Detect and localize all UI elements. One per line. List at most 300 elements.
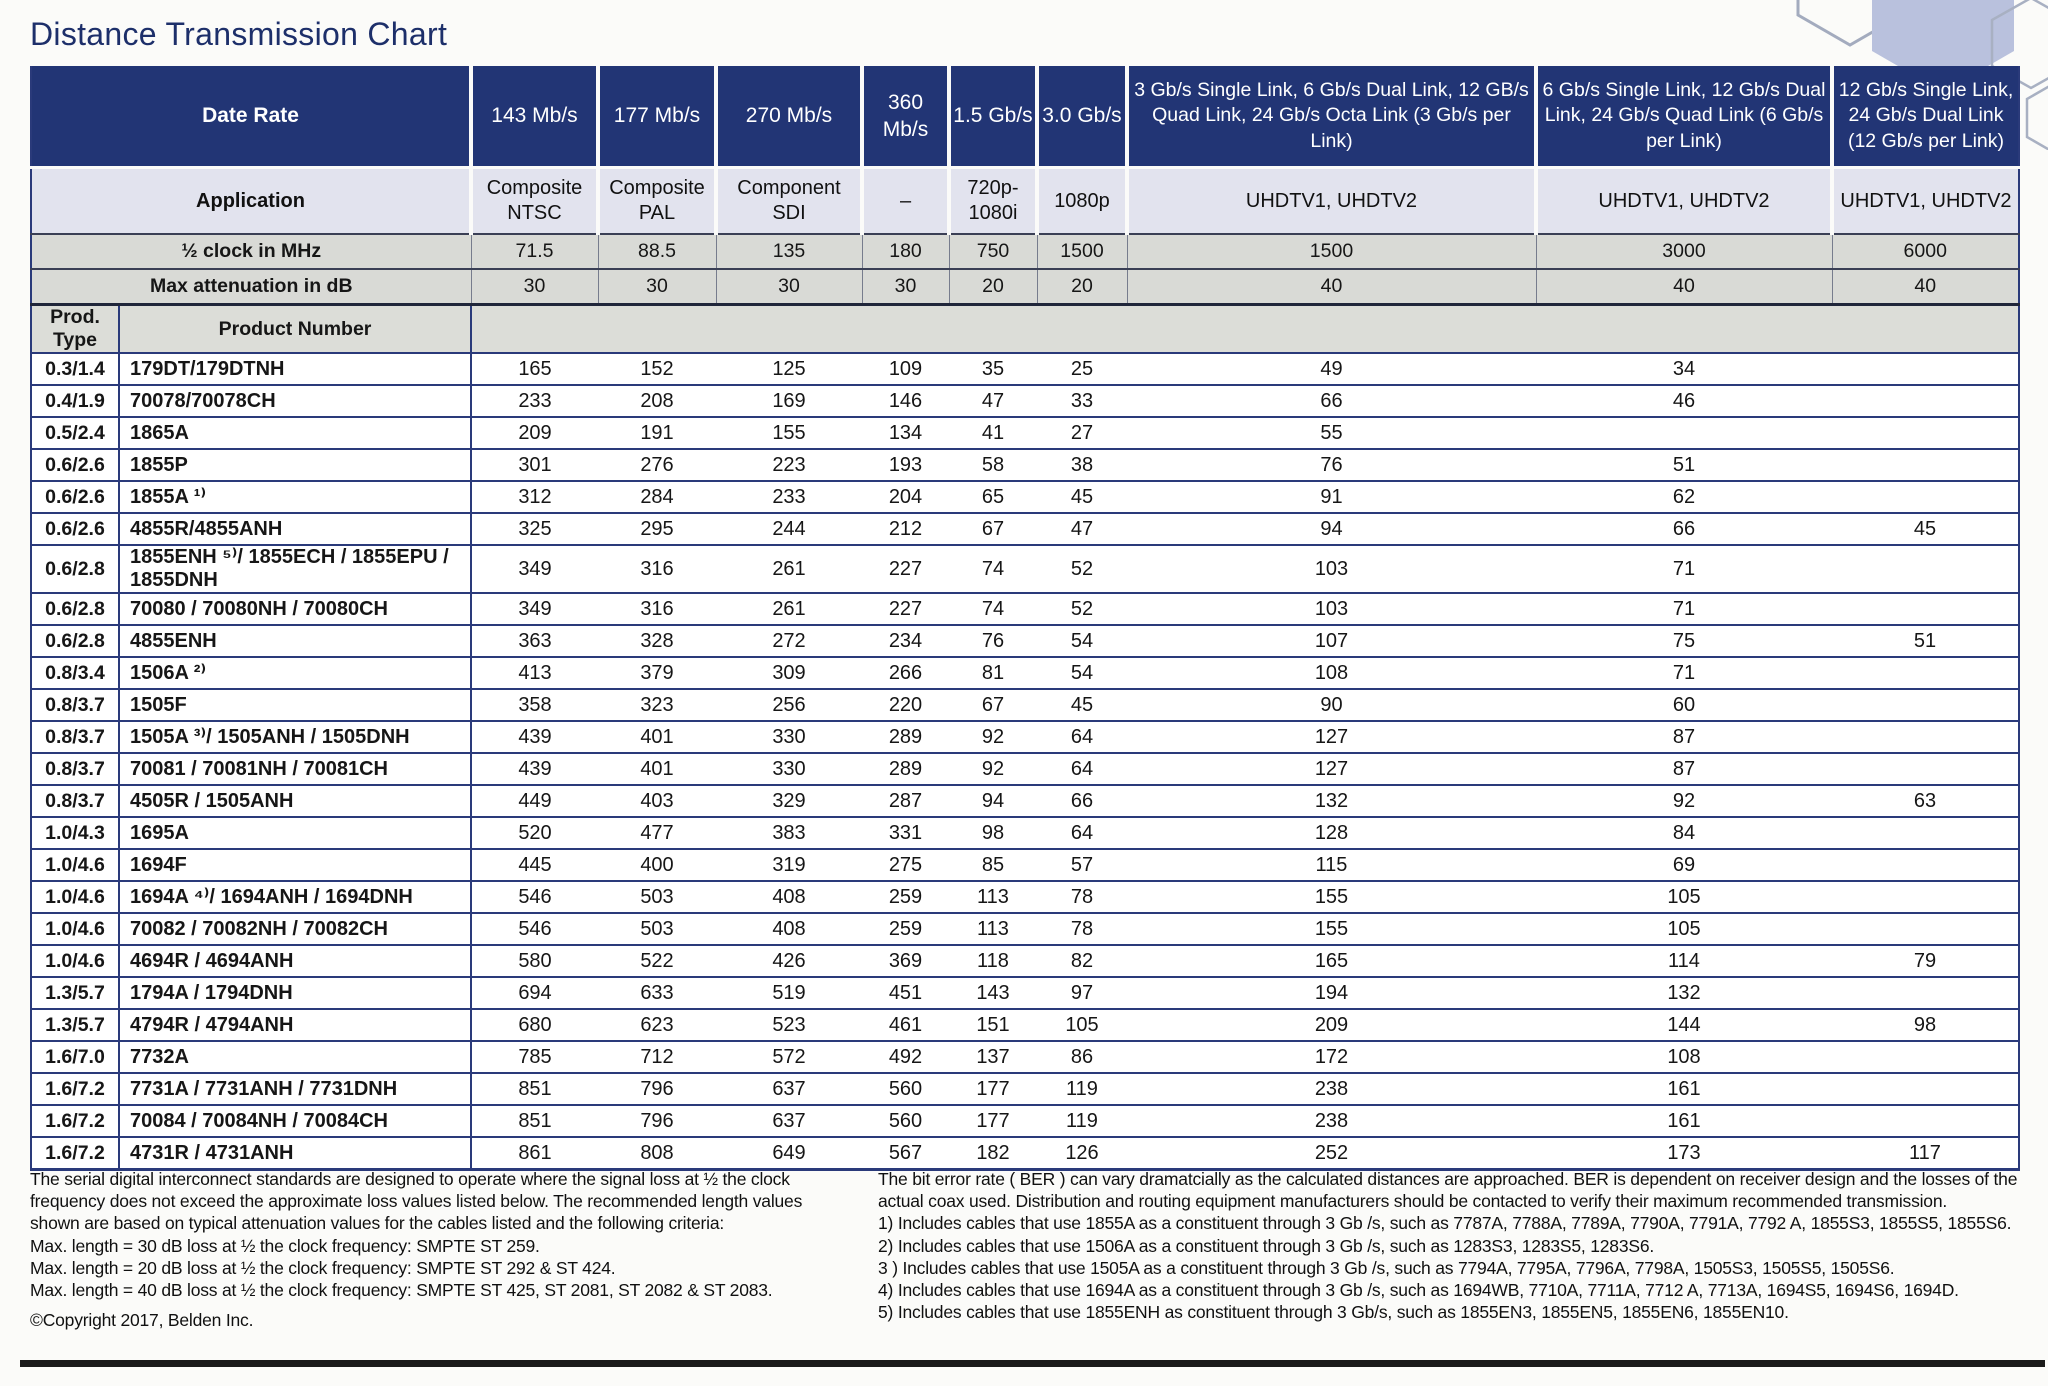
distance-value-cell: 128 (1127, 817, 1536, 849)
distance-value-cell: 84 (1536, 817, 1832, 849)
distance-value-cell: 75 (1536, 625, 1832, 657)
rate-header: 177 Mb/s (598, 66, 716, 168)
distance-value-cell: 137 (949, 1041, 1037, 1073)
distance-value-cell: 426 (716, 945, 862, 977)
product-number-cell: 4794R / 4794ANH (119, 1009, 471, 1041)
rate-header: 270 Mb/s (716, 66, 862, 168)
table-body (31, 353, 2019, 1170)
distance-value-cell: 54 (1037, 625, 1127, 657)
half-clock-cell: 88.5 (598, 234, 716, 269)
distance-value-cell: 109 (862, 353, 949, 385)
distance-value-cell: 808 (598, 1137, 716, 1170)
distance-value-cell: 439 (471, 721, 598, 753)
distance-value-cell: 45 (1037, 689, 1127, 721)
product-number-cell: 4505R / 1505ANH (119, 785, 471, 817)
distance-value-cell (1832, 1105, 2019, 1137)
distance-value-cell (1832, 849, 2019, 881)
distance-value-cell: 38 (1037, 449, 1127, 481)
distance-value-cell: 383 (716, 817, 862, 849)
distance-value-cell: 522 (598, 945, 716, 977)
rate-header: 12 Gb/s Single Link, 24 Gb/s Dual Link (12 Gb/s per Link) (1832, 66, 2019, 168)
application-cell: – (862, 168, 949, 235)
table-row (31, 785, 2019, 817)
table-row (31, 1073, 2019, 1105)
product-number-cell: 7731A / 7731ANH / 7731DNH (119, 1073, 471, 1105)
application-cell: 1080p (1037, 168, 1127, 235)
distance-value-cell: 182 (949, 1137, 1037, 1170)
footnote: 3 ) Includes cables that use 1505A as a constituent through 3 Gb /s, such as 7794A, 7795A, 7796A, 7798A, 1505S3, 1505S5, 1505S6. (878, 1257, 1895, 1278)
distance-value-cell: 87 (1536, 753, 1832, 785)
prod-type-cell: 1.3/5.7 (31, 977, 119, 1009)
distance-value-cell: 71 (1536, 657, 1832, 689)
prod-type-cell: 1.6/7.2 (31, 1105, 119, 1137)
half-clock-cell: 1500 (1127, 234, 1536, 269)
distance-value-cell: 275 (862, 849, 949, 881)
distance-value-cell: 119 (1037, 1105, 1127, 1137)
distance-value-cell: 567 (862, 1137, 949, 1170)
footnote: 1) Includes cables that use 1855A as a constituent through 3 Gb /s, such as 7787A, 7788A, 7789A, 7790A, 7791A, 7792 A, 1855S3, 1855S5, 1855S6. (878, 1213, 2012, 1234)
distance-value-cell: 94 (1127, 513, 1536, 545)
distance-value-cell: 316 (598, 593, 716, 625)
product-number-cell: 179DT/179DTNH (119, 353, 471, 385)
half-clock-cell: 750 (949, 234, 1037, 269)
table-header (31, 66, 2019, 353)
distance-value-cell: 401 (598, 721, 716, 753)
max-attenuation-cell: 20 (949, 269, 1037, 305)
distance-value-cell: 115 (1127, 849, 1536, 881)
distance-value-cell: 146 (862, 385, 949, 417)
distance-value-cell: 52 (1037, 545, 1127, 593)
footer-left-column (30, 1168, 852, 1332)
distance-value-cell: 85 (949, 849, 1037, 881)
product-number-cell: 1855ENH ⁵⁾/ 1855ECH / 1855EPU / 1855DNH (119, 545, 471, 593)
max-attenuation-cell: 30 (862, 269, 949, 305)
product-number-cell: 4855ENH (119, 625, 471, 657)
application-cell: UHDTV1, UHDTV2 (1127, 168, 1536, 235)
distance-value-cell: 252 (1127, 1137, 1536, 1170)
distance-value-cell: 117 (1832, 1137, 2019, 1170)
distance-value-cell: 633 (598, 977, 716, 1009)
footnote: 5) Includes cables that use 1855ENH as constituent through 3 Gb/s, such as 1855EN3, 1855EN5, 1855EN6, 1855EN10. (878, 1302, 1789, 1323)
distance-value-cell: 34 (1536, 353, 1832, 385)
distance-value-cell: 861 (471, 1137, 598, 1170)
table-row (31, 689, 2019, 721)
distance-value-cell: 118 (949, 945, 1037, 977)
distance-value-cell (1832, 353, 2019, 385)
distance-value-cell: 413 (471, 657, 598, 689)
half-clock-cell: 3000 (1536, 234, 1832, 269)
prod-type-cell: 0.5/2.4 (31, 417, 119, 449)
criteria-line: Max. length = 20 dB loss at ½ the clock frequency: SMPTE ST 292 & ST 424. (30, 1257, 616, 1278)
table-row (31, 353, 2019, 385)
product-number-label: Product Number (119, 305, 471, 354)
distance-value-cell: 165 (471, 353, 598, 385)
distance-value-cell: 152 (598, 353, 716, 385)
distance-value-cell: 234 (862, 625, 949, 657)
criteria-line: Max. length = 40 dB loss at ½ the clock frequency: SMPTE ST 425, ST 2081, ST 2082 & ST 2083. (30, 1280, 773, 1301)
distance-value-cell: 69 (1536, 849, 1832, 881)
prod-type-cell: 1.0/4.6 (31, 849, 119, 881)
distance-value-cell: 64 (1037, 817, 1127, 849)
distance-value-cell: 177 (949, 1105, 1037, 1137)
table-row (31, 1137, 2019, 1170)
distance-value-cell: 33 (1037, 385, 1127, 417)
application-cell: 720p-1080i (949, 168, 1037, 235)
distance-value-cell: 289 (862, 721, 949, 753)
table-row (31, 1105, 2019, 1137)
distance-value-cell: 132 (1127, 785, 1536, 817)
distance-value-cell: 796 (598, 1105, 716, 1137)
distance-value-cell: 560 (862, 1105, 949, 1137)
distance-value-cell: 261 (716, 593, 862, 625)
product-number-cell: 70084 / 70084NH / 70084CH (119, 1105, 471, 1137)
max-attenuation-row (31, 269, 2019, 305)
prod-type-cell: 1.0/4.3 (31, 817, 119, 849)
distance-value-cell: 560 (862, 1073, 949, 1105)
distance-value-cell: 408 (716, 913, 862, 945)
distance-value-cell: 546 (471, 881, 598, 913)
distance-value-cell: 25 (1037, 353, 1127, 385)
distance-value-cell: 194 (1127, 977, 1536, 1009)
data-rate-row (31, 66, 2019, 168)
distance-value-cell: 126 (1037, 1137, 1127, 1170)
distance-value-cell: 177 (949, 1073, 1037, 1105)
distance-value-cell: 259 (862, 881, 949, 913)
distance-value-cell: 46 (1536, 385, 1832, 417)
product-number-cell: 1505A ³⁾/ 1505ANH / 1505DNH (119, 721, 471, 753)
distance-value-cell: 63 (1832, 785, 2019, 817)
distance-value-cell (1832, 689, 2019, 721)
rate-header: 6 Gb/s Single Link, 12 Gb/s Dual Link, 24 Gb/s Quad Link (6 Gb/s per Link) (1536, 66, 1832, 168)
distance-value-cell: 151 (949, 1009, 1037, 1041)
prod-type-cell: 0.8/3.7 (31, 689, 119, 721)
table-row (31, 881, 2019, 913)
distance-value-cell: 76 (1127, 449, 1536, 481)
distance-value-cell: 107 (1127, 625, 1536, 657)
distance-value-cell: 287 (862, 785, 949, 817)
distance-value-cell: 325 (471, 513, 598, 545)
distance-value-cell: 233 (471, 385, 598, 417)
prod-type-cell: 1.6/7.0 (31, 1041, 119, 1073)
distance-value-cell: 312 (471, 481, 598, 513)
distance-value-cell: 319 (716, 849, 862, 881)
product-number-cell: 1855P (119, 449, 471, 481)
distance-value-cell: 477 (598, 817, 716, 849)
distance-value-cell: 62 (1536, 481, 1832, 513)
distance-value-cell: 276 (598, 449, 716, 481)
distance-value-cell (1832, 721, 2019, 753)
product-number-cell: 1694F (119, 849, 471, 881)
distance-value-cell: 54 (1037, 657, 1127, 689)
distance-value-cell: 27 (1037, 417, 1127, 449)
product-number-cell: 4731R / 4731ANH (119, 1137, 471, 1170)
distance-value-cell (1832, 385, 2019, 417)
distance-value-cell: 127 (1127, 753, 1536, 785)
distance-value-cell: 103 (1127, 545, 1536, 593)
max-attenuation-cell: 20 (1037, 269, 1127, 305)
distance-value-cell: 55 (1127, 417, 1536, 449)
distance-value-cell: 301 (471, 449, 598, 481)
bottom-rule (20, 1360, 2045, 1367)
half-clock-cell: 180 (862, 234, 949, 269)
distance-value-cell: 208 (598, 385, 716, 417)
distance-value-cell: 227 (862, 545, 949, 593)
distance-value-cell: 71 (1536, 545, 1832, 593)
distance-value-cell: 76 (949, 625, 1037, 657)
distance-value-cell: 144 (1536, 1009, 1832, 1041)
application-cell: Composite NTSC (471, 168, 598, 235)
distance-value-cell: 637 (716, 1073, 862, 1105)
product-number-cell: 1855A ¹⁾ (119, 481, 471, 513)
half-clock-cell: 71.5 (471, 234, 598, 269)
distance-value-cell: 52 (1037, 593, 1127, 625)
hexagon-outline-icon (2027, 80, 2048, 150)
page-title: Distance Transmission Chart (30, 16, 448, 52)
max-attenuation-cell: 30 (598, 269, 716, 305)
distance-value-cell: 74 (949, 593, 1037, 625)
data-rate-label: Date Rate (31, 66, 471, 168)
product-number-cell: 1505F (119, 689, 471, 721)
distance-value-cell: 244 (716, 513, 862, 545)
rate-header: 360 Mb/s (862, 66, 949, 168)
application-label: Application (31, 168, 471, 235)
distance-value-cell: 309 (716, 657, 862, 689)
product-number-cell: 7732A (119, 1041, 471, 1073)
distance-value-cell: 155 (716, 417, 862, 449)
table-row (31, 1009, 2019, 1041)
distance-value-cell: 204 (862, 481, 949, 513)
distance-value-cell: 161 (1536, 1105, 1832, 1137)
distance-value-cell: 125 (716, 353, 862, 385)
product-number-cell: 1695A (119, 817, 471, 849)
prod-type-cell: 0.8/3.7 (31, 721, 119, 753)
distance-value-cell: 47 (1037, 513, 1127, 545)
distance-value-cell: 49 (1127, 353, 1536, 385)
rate-header: 3 Gb/s Single Link, 6 Gb/s Dual Link, 12 GB/s Quad Link, 24 Gb/s Octa Link (3 Gb/s per Link) (1127, 66, 1536, 168)
distance-value-cell: 238 (1127, 1105, 1536, 1137)
prod-type-cell: 1.6/7.2 (31, 1073, 119, 1105)
product-number-cell: 1794A / 1794DNH (119, 977, 471, 1009)
prod-type-cell: 0.6/2.6 (31, 513, 119, 545)
distance-value-cell: 851 (471, 1073, 598, 1105)
distance-value-cell: 113 (949, 913, 1037, 945)
distance-value-cell: 330 (716, 753, 862, 785)
distance-value-cell: 329 (716, 785, 862, 817)
prod-type-cell: 1.0/4.6 (31, 913, 119, 945)
distance-value-cell: 363 (471, 625, 598, 657)
distance-value-cell (1832, 449, 2019, 481)
max-attenuation-cell: 40 (1127, 269, 1536, 305)
distance-value-cell: 546 (471, 913, 598, 945)
subheader-spacer (471, 305, 2019, 354)
distance-value-cell: 58 (949, 449, 1037, 481)
table-row (31, 1041, 2019, 1073)
table-row (31, 817, 2019, 849)
distance-value-cell: 78 (1037, 881, 1127, 913)
distance-value-cell: 403 (598, 785, 716, 817)
distance-value-cell: 261 (716, 545, 862, 593)
product-number-cell: 1865A (119, 417, 471, 449)
distance-value-cell: 259 (862, 913, 949, 945)
distance-value-cell: 97 (1037, 977, 1127, 1009)
prod-type-cell: 0.6/2.8 (31, 625, 119, 657)
distance-value-cell: 358 (471, 689, 598, 721)
footnote: 4) Includes cables that use 1694A as a constituent through 3 Gb /s, such as 1694WB, 7710A, 7711A, 7712 A, 7713A, 1694S5, 1694S6, 1694D. (878, 1280, 1959, 1301)
distance-value-cell: 98 (1832, 1009, 2019, 1041)
half-clock-row (31, 234, 2019, 269)
distance-value-cell: 492 (862, 1041, 949, 1073)
distance-value-cell: 66 (1536, 513, 1832, 545)
product-number-cell: 70078/70078CH (119, 385, 471, 417)
application-cell: UHDTV1, UHDTV2 (1832, 168, 2019, 235)
product-number-cell: 70080 / 70080NH / 70080CH (119, 593, 471, 625)
distance-value-cell: 785 (471, 1041, 598, 1073)
max-attenuation-cell: 40 (1832, 269, 2019, 305)
application-cell: UHDTV1, UHDTV2 (1536, 168, 1832, 235)
table-row (31, 385, 2019, 417)
prod-type-cell: 0.6/2.6 (31, 481, 119, 513)
distance-value-cell: 98 (949, 817, 1037, 849)
distance-value-cell: 503 (598, 913, 716, 945)
distance-value-cell (1832, 817, 2019, 849)
table-row (31, 593, 2019, 625)
footnote: 2) Includes cables that use 1506A as a constituent through 3 Gb /s, such as 1283S3, 1283S5, 1283S6. (878, 1235, 1655, 1256)
distance-value-cell: 523 (716, 1009, 862, 1041)
half-clock-cell: 6000 (1832, 234, 2019, 269)
prod-type-label: Prod. Type (31, 305, 119, 354)
distance-value-cell: 400 (598, 849, 716, 881)
distance-value-cell: 103 (1127, 593, 1536, 625)
rate-header: 143 Mb/s (471, 66, 598, 168)
max-attenuation-cell: 40 (1536, 269, 1832, 305)
distance-value-cell: 369 (862, 945, 949, 977)
prod-type-cell: 0.8/3.4 (31, 657, 119, 689)
prod-type-cell: 0.8/3.7 (31, 753, 119, 785)
distance-value-cell (1536, 417, 1832, 449)
distance-value-cell: 108 (1127, 657, 1536, 689)
distance-value-cell: 92 (1536, 785, 1832, 817)
distance-value-cell: 272 (716, 625, 862, 657)
distance-value-cell (1832, 881, 2019, 913)
distance-value-cell: 92 (949, 721, 1037, 753)
distance-value-cell: 266 (862, 657, 949, 689)
distance-value-cell (1832, 657, 2019, 689)
distance-value-cell: 172 (1127, 1041, 1536, 1073)
distance-value-cell: 323 (598, 689, 716, 721)
table-row (31, 625, 2019, 657)
distance-transmission-table (30, 66, 2020, 1171)
product-number-cell: 4855R/4855ANH (119, 513, 471, 545)
prod-type-cell: 1.0/4.6 (31, 945, 119, 977)
distance-value-cell: 401 (598, 753, 716, 785)
table-row (31, 753, 2019, 785)
distance-value-cell: 113 (949, 881, 1037, 913)
table-row (31, 417, 2019, 449)
product-number-cell: 70082 / 70082NH / 70082CH (119, 913, 471, 945)
distance-value-cell (1832, 977, 2019, 1009)
distance-value-cell: 64 (1037, 721, 1127, 753)
distance-value-cell: 92 (949, 753, 1037, 785)
distance-value-cell: 408 (716, 881, 862, 913)
distance-value-cell: 114 (1536, 945, 1832, 977)
distance-value-cell: 227 (862, 593, 949, 625)
table-row (31, 481, 2019, 513)
distance-value-cell: 851 (471, 1105, 598, 1137)
distance-value-cell: 572 (716, 1041, 862, 1073)
application-cell: Composite PAL (598, 168, 716, 235)
prod-type-cell: 0.6/2.8 (31, 593, 119, 625)
distance-value-cell: 71 (1536, 593, 1832, 625)
distance-value-cell: 796 (598, 1073, 716, 1105)
prod-type-cell: 0.6/2.8 (31, 545, 119, 593)
distance-value-cell (1832, 417, 2019, 449)
distance-value-cell: 161 (1536, 1073, 1832, 1105)
distance-value-cell: 212 (862, 513, 949, 545)
distance-value-cell: 127 (1127, 721, 1536, 753)
max-attenuation-cell: 30 (716, 269, 862, 305)
distance-value-cell: 64 (1037, 753, 1127, 785)
distance-value-cell: 519 (716, 977, 862, 1009)
distance-value-cell (1832, 481, 2019, 513)
distance-value-cell: 105 (1536, 913, 1832, 945)
distance-value-cell: 209 (471, 417, 598, 449)
distance-value-cell (1832, 1041, 2019, 1073)
table-row (31, 977, 2019, 1009)
copyright-notice: ©Copyright 2017, Belden Inc. (30, 1310, 254, 1331)
distance-value-cell: 86 (1037, 1041, 1127, 1073)
footer (30, 1168, 2046, 1332)
distance-value-cell (1832, 593, 2019, 625)
distance-value-cell: 349 (471, 593, 598, 625)
distance-value-cell: 35 (949, 353, 1037, 385)
distance-value-cell: 191 (598, 417, 716, 449)
distance-value-cell: 155 (1127, 913, 1536, 945)
distance-value-cell (1832, 1073, 2019, 1105)
distance-value-cell: 379 (598, 657, 716, 689)
application-row (31, 168, 2019, 235)
distance-value-cell: 223 (716, 449, 862, 481)
distance-value-cell: 91 (1127, 481, 1536, 513)
distance-value-cell: 41 (949, 417, 1037, 449)
distance-value-cell: 238 (1127, 1073, 1536, 1105)
product-number-cell: 1694A ⁴⁾/ 1694ANH / 1694DNH (119, 881, 471, 913)
distance-value-cell: 67 (949, 689, 1037, 721)
distance-value-cell: 461 (862, 1009, 949, 1041)
distance-value-cell: 65 (949, 481, 1037, 513)
distance-value-cell: 331 (862, 817, 949, 849)
table-row (31, 721, 2019, 753)
distance-value-cell: 316 (598, 545, 716, 593)
distance-value-cell: 45 (1832, 513, 2019, 545)
product-number-cell: 70081 / 70081NH / 70081CH (119, 753, 471, 785)
distance-value-cell: 134 (862, 417, 949, 449)
distance-value-cell: 451 (862, 977, 949, 1009)
table-row (31, 513, 2019, 545)
distance-value-cell: 649 (716, 1137, 862, 1170)
application-cell: Component SDI (716, 168, 862, 235)
distance-value-cell: 520 (471, 817, 598, 849)
distance-value-cell: 108 (1536, 1041, 1832, 1073)
distance-value-cell: 449 (471, 785, 598, 817)
table-row (31, 545, 2019, 593)
distance-value-cell: 90 (1127, 689, 1536, 721)
distance-value-cell: 155 (1127, 881, 1536, 913)
distance-value-cell: 289 (862, 753, 949, 785)
distance-value-cell: 680 (471, 1009, 598, 1041)
distance-value-cell: 119 (1037, 1073, 1127, 1105)
product-number-cell: 1506A ²⁾ (119, 657, 471, 689)
max-attenuation-label: Max attenuation in dB (31, 269, 471, 305)
